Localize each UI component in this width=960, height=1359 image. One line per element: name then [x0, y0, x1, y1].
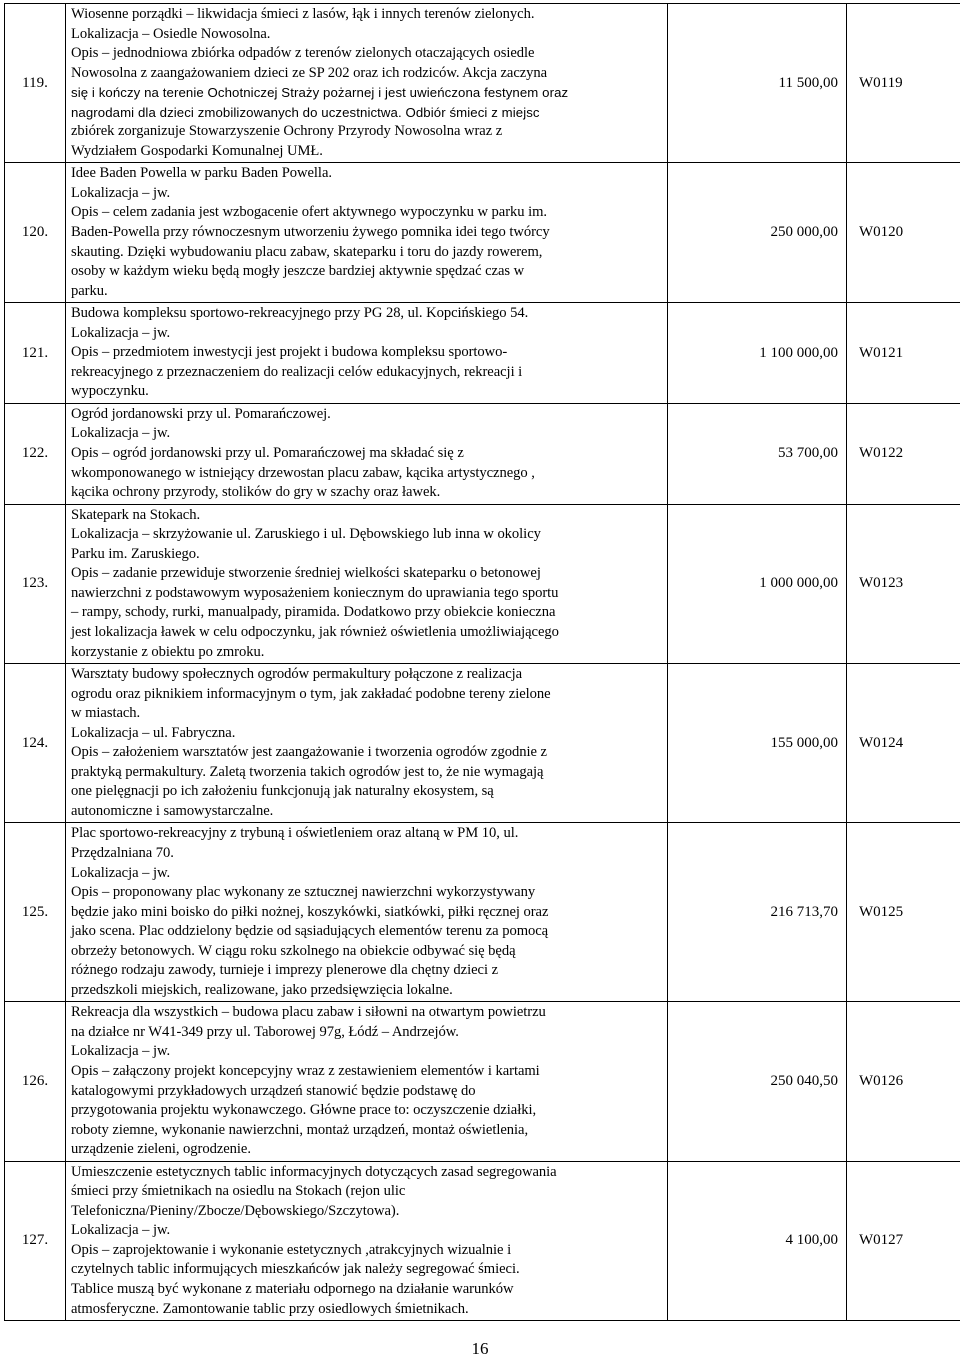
table-row — [5, 4, 960, 163]
description-line: Telefoniczna/Pieniny/Zbocze/Dębowskiego/Szczytowa). — [71, 1202, 400, 1219]
task-description — [66, 163, 668, 303]
task-amount: 216 713,70 — [668, 823, 847, 1002]
description-line: Lokalizacja – Osiedle Nowosolna. — [71, 25, 271, 42]
description-line: nawierzchni z podstawowym wyposażeniem koniecznym do uprawiania tego sportu — [71, 584, 559, 601]
budget-tasks-table — [4, 3, 960, 1321]
description-line: roboty ziemne, wykonanie nawierzchni, montaż urządzeń, montaż oświetlenia, — [71, 1121, 529, 1138]
description-line: ogrodu oraz piknikiem informacyjnym o tym, jak zakładać podobne tereny zielone — [71, 685, 551, 702]
description-line: Baden-Powella przy równoczesnym utworzeniu żywego pomnika idei tego twórcy — [71, 224, 550, 241]
task-description — [66, 1002, 668, 1161]
description-line: różnego rodzaju zawody, turnieje i imprezy plenerowe dla chętny dzieci z — [71, 962, 498, 979]
task-amount: 11 500,00 — [668, 4, 847, 163]
description-line: Opis – przedmiotem inwestycji jest projekt i budowa kompleksu sportowo- — [71, 344, 508, 361]
table-row — [5, 504, 960, 663]
description-line: wypoczynku. — [71, 383, 149, 400]
description-line: parku. — [71, 282, 108, 299]
description-line: katalogowymi przykładowych urządzeń stanowić będzie podstawę do — [71, 1082, 476, 1099]
row-number: 125. — [5, 823, 66, 1002]
task-amount: 53 700,00 — [668, 403, 847, 504]
page-number: 16 — [471, 1339, 489, 1358]
description-line: urządzenie zieleni, ogrodzenie. — [71, 1141, 251, 1158]
description-line: Plac sportowo-rekreacyjny z trybuną i oświetleniem oraz altaną w PM 10, ul. — [71, 825, 519, 842]
row-number: 120. — [5, 163, 66, 303]
description-line: w miastach. — [71, 705, 141, 722]
table-row — [5, 1161, 960, 1320]
description-line: Opis – załączony projekt koncepcyjny wraz z zestawieniem elementów i kartami — [71, 1062, 540, 1079]
row-number: 123. — [5, 504, 66, 663]
task-description — [66, 403, 668, 504]
task-description — [66, 303, 668, 404]
description-line: skauting. Dzięki wybudowaniu placu zabaw, skateparku i toru do jazdy rowerem, — [71, 243, 543, 260]
description-line: Opis – jednodniowa zbiórka odpadów z terenów zielonych otaczających osiedle — [71, 45, 535, 62]
task-code: W0124 — [847, 664, 960, 823]
task-code: W0119 — [847, 4, 960, 163]
task-amount: 4 100,00 — [668, 1161, 847, 1320]
description-line: Opis – celem zadania jest wzbogacenie ofert aktywnego wypoczynku w parku im. — [71, 204, 548, 221]
description-line: przygotowania projektu wykonawczego. Główne prace to: oczyszczenie działki, — [71, 1102, 537, 1119]
task-code: W0125 — [847, 823, 960, 1002]
description-line: Umieszczenie estetycznych tablic informacyjnych dotyczących zasad segregowania — [71, 1163, 557, 1180]
task-code: W0122 — [847, 403, 960, 504]
table-body — [5, 4, 960, 1321]
description-line: Lokalizacja – jw. — [71, 1043, 171, 1060]
description-line: Budowa kompleksu sportowo-rekreacyjnego przy PG 28, ul. Kopcińskiego 54. — [71, 305, 529, 322]
table-row — [5, 403, 960, 504]
description-line: Lokalizacja – jw. — [71, 324, 171, 341]
description-line: na działce nr W41-349 przy ul. Taborowej 97g, Łódź – Andrzejów. — [71, 1023, 459, 1040]
task-amount: 1 100 000,00 — [668, 303, 847, 404]
row-number: 124. — [5, 664, 66, 823]
task-code: W0127 — [847, 1161, 960, 1320]
description-line: Opis – zaprojektowanie i wykonanie estetycznych ,atrakcyjnych wizualnie i — [71, 1241, 512, 1258]
description-line: Parku im. Zaruskiego. — [71, 545, 200, 562]
description-line: obrzeży betonowych. W ciągu roku szkolnego na obiekcie odbywać się będą — [71, 942, 516, 959]
task-description — [66, 4, 668, 163]
description-line: one pielęgnacji po ich założeniu funkcjonują jak naturalny ekosystem, są — [71, 783, 494, 800]
description-line: Wiosenne porządki – likwidacja śmieci z lasów, łąk i innych terenów zielonych. — [71, 6, 535, 22]
description-line: Wydziałem Gospodarki Komunalnej UMŁ. — [71, 142, 323, 159]
description-line: Ogród jordanowski przy ul. Pomarańczowej. — [71, 405, 331, 422]
description-line: autonomiczne i samowystarczalne. — [71, 802, 274, 819]
description-line: Lokalizacja – ul. Fabryczna. — [71, 724, 236, 741]
description-line: jako scena. Plac oddzielony będzie od sąsiadujących elementów terenu za pomocą — [71, 923, 549, 940]
description-line: przedszkoli miejskich, realizowane, jako przedsięwzięcia lokalne. — [71, 981, 453, 998]
table-row — [5, 1002, 960, 1161]
description-line: śmieci przy śmietnikach na osiedlu na Stokach (rejon ulic — [71, 1183, 406, 1200]
row-number: 119. — [5, 4, 66, 163]
description-line: czytelnych tablic informujących mieszkańców jak należy segregować śmieci. — [71, 1261, 520, 1278]
description-line: Skatepark na Stokach. — [71, 506, 201, 523]
task-amount: 155 000,00 — [668, 664, 847, 823]
description-line: Idee Baden Powella w parku Baden Powella. — [71, 165, 332, 182]
row-number: 126. — [5, 1002, 66, 1161]
description-line: Lokalizacja – jw. — [71, 1222, 171, 1239]
description-line: wkomponowanego w istniejący drzewostan placu zabaw, kącika artystycznego , — [71, 464, 535, 481]
task-description — [66, 504, 668, 663]
description-line: nagrodami dla dzieci zmobilizowanych do uczestnictwa. Odbiór śmieci z miejsc — [71, 104, 540, 120]
task-description — [66, 1161, 668, 1320]
description-line: Lokalizacja – skrzyżowanie ul. Zaruskiego i ul. Dębowskiego lub inna w okolicy — [71, 526, 541, 543]
table-row — [5, 163, 960, 303]
description-line: się i kończy na terenie Ochotniczej Straży pożarnej i jest uwieńczona festynem oraz — [71, 85, 569, 101]
description-line: Lokalizacja – jw. — [71, 425, 171, 442]
table-row — [5, 303, 960, 404]
description-line: Przędzalniana 70. — [71, 844, 174, 861]
task-description — [66, 664, 668, 823]
description-line: Opis – proponowany plac wykonany ze sztucznej nawierzchni wykorzystywany — [71, 884, 536, 901]
task-amount: 250 000,00 — [668, 163, 847, 303]
description-line: Tablice muszą być wykonane z materiału odpornego na działanie warunków — [71, 1281, 514, 1297]
description-line: zbiórek zorganizuje Stowarzyszenie Ochrony Przyrody Nowosolna wraz z — [71, 123, 503, 140]
description-line: kącika ochrony przyrody, stolików do gry w szachy oraz ławek. — [71, 484, 441, 501]
description-line: Opis – ogród jordanowski przy ul. Pomarańczowej ma składać się z — [71, 445, 464, 462]
description-line: Lokalizacja – jw. — [71, 864, 171, 881]
description-line: osoby w każdym wieku będą mogły jeszcze bardziej aktywnie spędzać czas w — [71, 263, 525, 280]
row-number: 122. — [5, 403, 66, 504]
description-line: Lokalizacja – jw. — [71, 184, 171, 201]
description-line: korzystanie z obiektu po zmroku. — [71, 643, 265, 660]
table-row — [5, 823, 960, 1002]
description-line: będzie jako mini boisko do piłki nożnej, koszykówki, siatkówki, piłki ręcznej oraz — [71, 903, 549, 920]
description-line: jest lokalizacja ławek w celu odpoczynku, jak również oświetlenia umożliwiającego — [71, 623, 559, 640]
row-number: 121. — [5, 303, 66, 404]
row-number: 127. — [5, 1161, 66, 1320]
description-line: – rampy, schody, rurki, manualpady, piramida. Dodatkowo przy obiekcie konieczna — [71, 604, 556, 621]
description-line: Warsztaty budowy społecznych ogrodów permakultury połączone z realizacja — [71, 666, 523, 683]
description-line: Rekreacja dla wszystkich – budowa placu zabaw i siłowni na otwartym powietrzu — [71, 1004, 546, 1021]
description-line: atmosferyczne. Zamontowanie tablic przy osiedlowych śmietnikach. — [71, 1300, 469, 1317]
description-line: rekreacyjnego z przeznaczeniem do realizacji celów edukacyjnych, rekreacji i — [71, 363, 523, 380]
description-line: Opis – zadanie przewiduje stworzenie średniej wielkości skateparku o betonowej — [71, 565, 541, 582]
table-row — [5, 664, 960, 823]
task-code: W0123 — [847, 504, 960, 663]
description-line: praktyką permakultury. Zaletą tworzenia takich ogrodów jest to, że nie wymagają — [71, 763, 544, 780]
description-line: Nowosolna z zaangażowaniem dzieci ze SP 202 oraz ich rodziców. Akcja zaczyna — [71, 64, 548, 81]
task-code: W0121 — [847, 303, 960, 404]
task-amount: 1 000 000,00 — [668, 504, 847, 663]
task-code: W0126 — [847, 1002, 960, 1161]
description-line: Opis – założeniem warsztatów jest zaangażowanie i tworzenia ogrodów zgodnie z — [71, 744, 547, 761]
task-code: W0120 — [847, 163, 960, 303]
task-amount: 250 040,50 — [668, 1002, 847, 1161]
task-description — [66, 823, 668, 1002]
